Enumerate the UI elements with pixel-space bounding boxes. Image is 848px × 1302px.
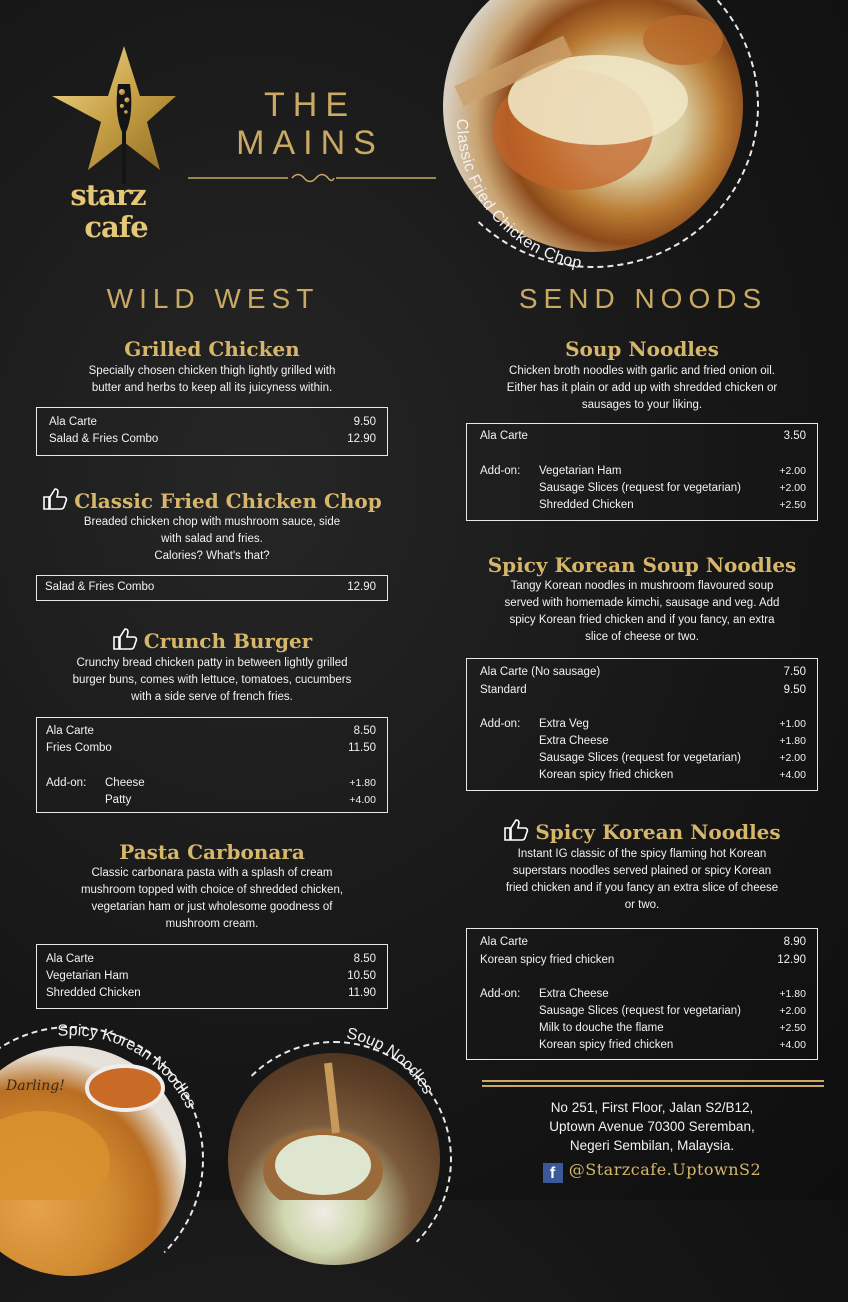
price-label: Salad & Fries Combo [49,433,159,445]
brand-name-line1: starz [70,178,146,212]
caption-top: Classic Fried Chicken Chop [452,118,584,273]
addon-price: +2.00 [779,465,806,477]
price-value: 8.50 [353,725,376,737]
addon-price: +2.00 [779,752,806,764]
caption-bottom-mid-path [206,1016,466,1276]
item-name-text: Classic Fried Chicken Chop [74,489,382,513]
addon-name: Sausage Slices (request for vegetarian) [539,1005,741,1017]
facebook-icon: f [543,1163,563,1183]
desc-line: butter and herbs to keep all its juicyness within. [91,382,333,394]
price-value: 11.90 [348,987,376,999]
desc-line: Specially chosen chicken thigh lightly grilled with [88,365,336,377]
addon-name: Korean spicy fried chicken [539,769,674,781]
price-value: 9.50 [783,684,806,696]
addon-price: +4.00 [349,794,376,806]
addon-price: +1.80 [779,988,806,1000]
desc-line: burger buns, comes with lettuce, tomatoes, cucumbers [72,674,352,686]
caption-bottom-left: Spicy Korean Noodles [57,1022,199,1112]
addon-price: +2.00 [779,1005,806,1017]
item-name-text: Spicy Korean Noodles [535,820,781,844]
item-desc [36,655,388,706]
address-block [482,1098,822,1155]
addon-price: +2.50 [779,499,806,511]
desc-line: Instant IG classic of the spicy flaming hot Korean [517,848,767,860]
price-label: Standard [480,684,527,696]
section-title-send-noods: SEND NOODS [518,283,768,314]
item-desc [36,514,388,565]
price-value: 12.90 [347,433,376,445]
price-box [36,575,388,601]
caption-bottom-left-path [0,1002,238,1302]
address-divider [482,1080,824,1082]
section-title-wild-west: WILD WEST [106,283,320,314]
price-value: 8.90 [783,936,806,948]
address-line: No 251, First Floor, Jalan S2/B12, [550,1100,754,1115]
price-value: 7.50 [783,666,806,678]
price-label: Ala Carte [49,416,97,428]
item-desc [466,846,818,914]
thumbs-up-icon [503,818,529,842]
item-desc [36,865,388,933]
item-name: Spicy Korean Soup Noodles [487,553,797,577]
desc-line: Crunchy bread chicken patty in between lightly grilled [76,657,348,669]
price-label: Salad & Fries Combo [45,581,155,593]
item-desc [466,363,818,414]
desc-line: superstars noodles served plained or spicy Korean [512,865,772,877]
price-value: 8.50 [353,953,376,965]
price-value: 11.50 [348,742,376,754]
item-name: Soup Noodles [565,337,719,361]
price-value: 3.50 [783,430,806,442]
desc-line: Classic carbonara pasta with a splash of cream [91,867,333,879]
desc-line: fried chicken and if you fancy an extra slice of cheese [505,882,779,894]
addon-name: Shredded Chicken [539,499,634,511]
desc-line: mushroom cream. [165,918,259,930]
addon-name: Extra Cheese [539,988,609,1000]
addon-label: Add-on: [480,718,521,730]
addon-label: Add-on: [480,988,521,1000]
desc-line: Chicken broth noodles with garlic and fried onion oil. [509,365,775,377]
item-name [36,627,388,653]
desc-line: mushroom topped with choice of shredded chicken, [80,884,344,896]
price-value: 10.50 [347,970,376,982]
price-box [466,928,818,1060]
addon-price: +2.50 [779,1022,806,1034]
desc-line: Calories? What's that? [154,550,270,562]
price-value: 12.90 [777,954,806,966]
social-handle[interactable] [482,1160,822,1183]
price-label: Ala Carte [46,953,94,965]
addon-price: +4.00 [779,769,806,781]
social-handle-text: @Starzcafe.UptownS2 [568,1160,762,1179]
thumbs-up-icon [42,487,68,511]
caption-top-path [427,0,759,274]
price-label: Ala Carte [480,936,528,948]
addon-name: Sausage Slices (request for vegetarian) [539,482,741,494]
address-divider-2 [482,1085,824,1087]
price-box [36,717,388,813]
addon-name: Extra Cheese [539,735,609,747]
desc-line: sausages to your liking. [581,399,703,411]
price-box [36,407,388,456]
addon-price: +1.80 [779,735,806,747]
addon-label: Add-on: [46,777,87,789]
item-name: Pasta Carbonara [119,840,305,864]
price-label: Ala Carte [480,430,528,442]
address-line: Uptown Avenue 70300 Seremban, [549,1119,755,1134]
addon-price: +2.00 [779,482,806,494]
item-desc [466,578,818,646]
price-label: Shredded Chicken [46,987,141,999]
item-name [466,818,818,844]
address-line: Negeri Sembilan, Malaysia. [569,1138,735,1153]
title-divider-ornament [188,170,436,186]
item-desc [36,363,388,397]
item-name: Grilled Chicken [124,337,300,361]
desc-line: or two. [624,899,660,911]
header-title-line2: MAINS [236,124,384,162]
price-label: Ala Carte (No sausage) [480,666,601,678]
price-label: Vegetarian Ham [46,970,129,982]
desc-line: Breaded chicken chop with mushroom sauce, side [83,516,341,528]
price-label: Fries Combo [46,742,112,754]
brand-name-line2: cafe [84,210,148,244]
desc-line: with a side serve of french fries. [131,691,293,703]
desc-line: vegetarian ham or just wholesome goodness of [91,901,333,913]
plate-text: Darling! [6,1078,65,1094]
price-box [36,944,388,1009]
addon-name: Cheese [105,777,145,789]
desc-line: spicy Korean fried chicken and if you fancy, an extra [509,614,775,626]
addon-name: Vegetarian Ham [539,465,622,477]
svg-text:Classic Fried Chicken Chop [453,119,583,273]
desc-line: slice of cheese or two. [585,631,699,643]
price-value: 12.90 [347,581,376,593]
svg-text:Soup Noodles [345,1025,436,1097]
price-label: Korean spicy fried chicken [480,954,615,966]
desc-line: with salad and fries. [161,533,263,545]
price-box [466,658,818,791]
header-title-line1: THE [264,86,356,124]
thumbs-up-icon [112,627,138,651]
price-box [466,423,818,521]
item-name-text: Crunch Burger [143,629,313,653]
desc-line: Tangy Korean noodles in mushroom flavoured soup [510,580,774,592]
addon-price: +1.00 [779,718,806,730]
desc-line: served with homemade kimchi, sausage and veg. Add [504,597,780,609]
item-name [36,487,388,513]
addon-label: Add-on: [480,465,521,477]
addon-name: Patty [105,794,132,806]
addon-name: Korean spicy fried chicken [539,1039,674,1051]
svg-text:Spicy Korean Noodles [57,1022,199,1111]
addon-name: Extra Veg [539,718,589,730]
addon-price: +4.00 [779,1039,806,1051]
addon-price: +1.80 [349,777,376,789]
price-label: Ala Carte [46,725,94,737]
addon-name: Milk to douche the flame [539,1022,664,1034]
caption-bottom-mid: Soup Noodles [345,1025,437,1098]
desc-line: Either has it plain or add up with shredded chicken or [506,382,778,394]
price-value: 9.50 [353,416,376,428]
addon-name: Sausage Slices (request for vegetarian) [539,752,741,764]
